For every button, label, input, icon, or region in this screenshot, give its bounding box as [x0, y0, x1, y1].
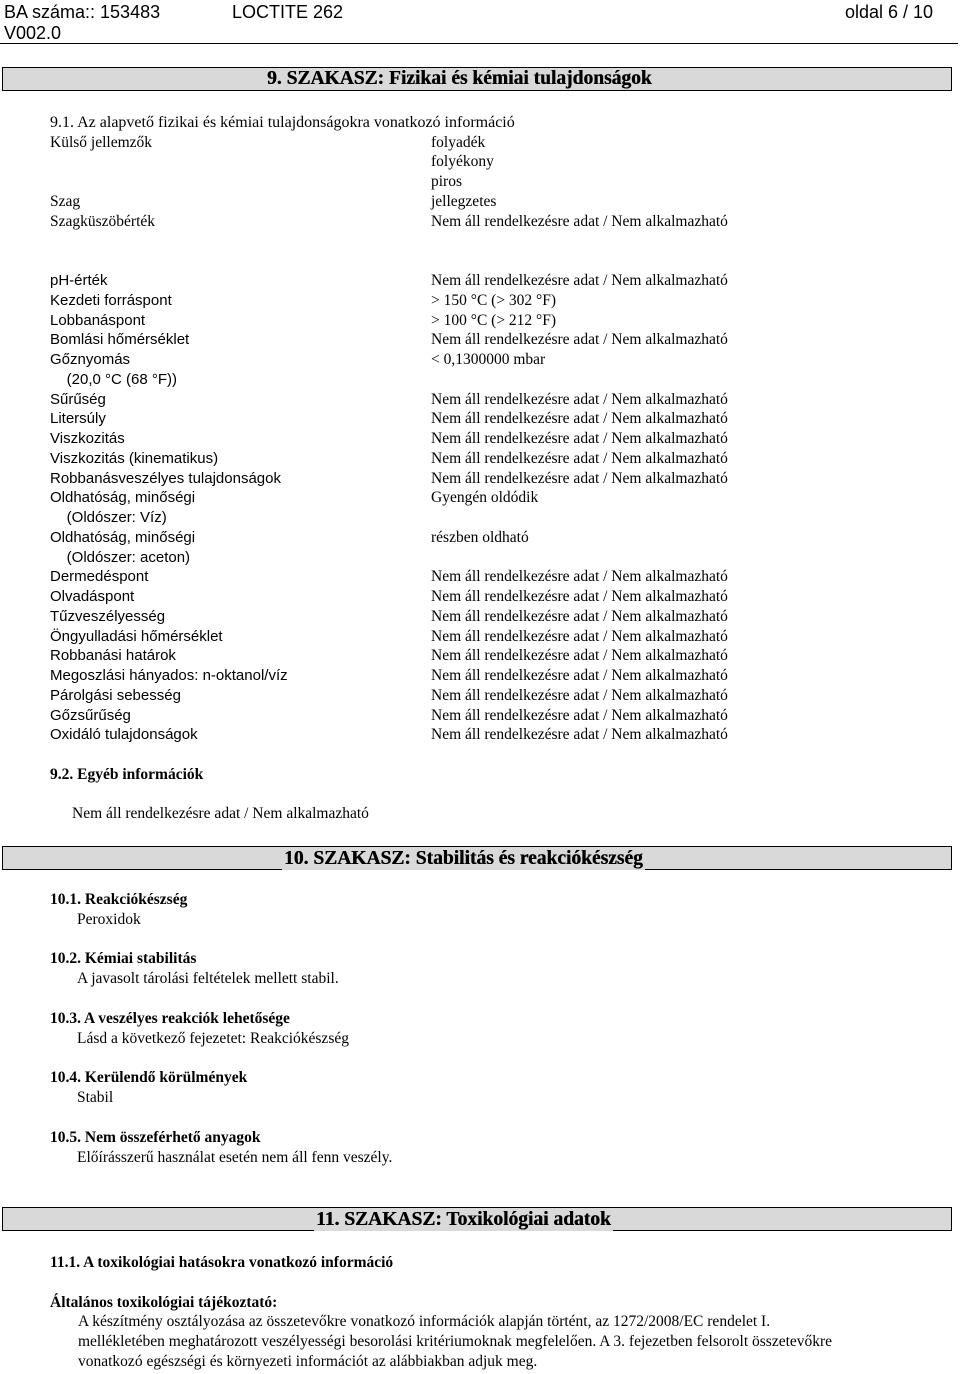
subsection-heading: 10.2. Kémiai stabilitás: [50, 950, 197, 967]
property-row: [50, 489, 930, 509]
property-row: [50, 549, 930, 569]
property-row: [50, 529, 930, 549]
section11-title: 11. SZAKASZ: Toxikológiai adatok: [316, 1209, 611, 1230]
property-row: [50, 726, 930, 746]
property-value: > 100 °C (> 212 °F): [431, 311, 557, 329]
property-label: Oldhatóság, minőségi: [50, 528, 196, 546]
subsection-text: Előírásszerű használat esetén nem áll fenn veszély.: [77, 1149, 393, 1166]
subsection-heading: 10.4. Kerülendő körülmények: [50, 1069, 248, 1086]
property-row: [50, 568, 930, 588]
doc-number: BA száma:: 153483: [4, 2, 161, 22]
property-label: Bomlási hőmérséklet: [50, 331, 190, 349]
property-label: Párolgási sebesség: [50, 686, 181, 704]
property-row: [50, 351, 930, 371]
section10-title: 10. SZAKASZ: Stabilitás és reakciókészség: [284, 848, 643, 869]
subsection-text: Stabil: [77, 1089, 114, 1106]
subsection-text: Peroxidok: [77, 911, 141, 928]
general-tox-line-1: A készítmény osztályozása az összetevőkre vonatkozó információk alapján történt, az 1272/2008/EC rendelet I.: [78, 1313, 771, 1330]
subsection-heading: 10.5. Nem összeférhető anyagok: [50, 1129, 261, 1146]
property-label: Oxidáló tulajdonságok: [50, 726, 198, 744]
property-value: Nem áll rendelkezésre adat / Nem alkalmazható: [431, 410, 728, 428]
property-value: folyékony: [431, 153, 494, 170]
property-value: Gyengén oldódik: [431, 489, 539, 507]
property-row: [50, 707, 930, 727]
section9-1-heading: 9.1. Az alapvető fizikai és kémiai tulajdonságokra vonatkozó információ: [50, 114, 515, 131]
section11-1-heading: 11.1. A toxikológiai hatásokra vonatkozó információ: [50, 1254, 394, 1271]
property-value: Nem áll rendelkezésre adat / Nem alkalmazható: [431, 331, 728, 349]
property-value: Nem áll rendelkezésre adat / Nem alkalmazható: [431, 686, 728, 704]
property-label: pH-érték: [50, 272, 108, 289]
property-value: Nem áll rendelkezésre adat / Nem alkalmazható: [431, 430, 728, 447]
property-row: [50, 667, 930, 687]
property-row: [50, 687, 930, 707]
property-value: folyadék: [431, 134, 486, 151]
property-row: [50, 509, 930, 529]
general-tox-heading: Általános toxikológiai tájékoztató:: [50, 1294, 278, 1311]
property-value: piros: [431, 173, 462, 190]
property-row: [50, 173, 930, 193]
section9-2-text: Nem áll rendelkezésre adat / Nem alkalmazható: [72, 805, 369, 822]
property-value: Nem áll rendelkezésre adat / Nem alkalmazható: [431, 390, 728, 408]
general-tox-line-2: mellékletében meghatározott veszélyességi besorolási kritériumoknak megfelelően. A 3. fejezetben felsorolt összetevőkre: [78, 1333, 833, 1350]
header-divider: [0, 43, 958, 44]
property-value: Nem áll rendelkezésre adat / Nem alkalmazható: [431, 726, 728, 744]
property-label: Tűzveszélyesség: [50, 607, 166, 625]
property-label: (Oldószer: aceton): [50, 548, 191, 566]
property-label: (20,0 °C (68 °F)): [50, 370, 178, 388]
property-row: [50, 213, 930, 233]
property-row: [50, 193, 930, 213]
property-row: [50, 331, 930, 351]
property-label: Szagküszöbérték: [50, 213, 156, 230]
property-row: [50, 371, 930, 391]
property-value: Nem áll rendelkezésre adat / Nem alkalmazható: [431, 706, 728, 724]
property-value: < 0,1300000 mbar: [431, 351, 546, 368]
subsection-text: A javasolt tárolási feltételek mellett stabil.: [77, 970, 339, 987]
property-row: [50, 647, 930, 667]
section9-title: 9. SZAKASZ: Fizikai és kémiai tulajdonságok: [267, 68, 652, 89]
property-label: Litersúly: [50, 410, 106, 428]
property-label: Gőzsűrűség: [50, 706, 131, 724]
property-row: [50, 312, 930, 332]
property-label: Dermedéspont: [50, 568, 149, 586]
property-value: Nem áll rendelkezésre adat / Nem alkalmazható: [431, 272, 728, 289]
property-label: Gőznyomás: [50, 351, 131, 368]
subsection-heading: 10.3. A veszélyes reakciók lehetősége: [50, 1010, 290, 1027]
section9-2-heading: 9.2. Egyéb információk: [50, 766, 204, 783]
property-label: Robbanásveszélyes tulajdonságok: [50, 469, 281, 487]
property-label: (Oldószer: Víz): [50, 509, 167, 526]
property-label: Oldhatóság, minőségi: [50, 489, 196, 507]
property-label: Szag: [50, 193, 81, 210]
property-row: [50, 450, 930, 470]
property-value: Nem áll rendelkezésre adat / Nem alkalmazható: [431, 449, 728, 467]
property-row: [50, 628, 930, 648]
property-row: [50, 134, 930, 154]
property-label: Viszkozitás (kinematikus): [50, 449, 219, 467]
property-row: [50, 292, 930, 312]
property-row: [50, 470, 930, 490]
property-value: Nem áll rendelkezésre adat / Nem alkalmazható: [431, 667, 728, 684]
property-value: Nem áll rendelkezésre adat / Nem alkalmazható: [431, 627, 728, 645]
product-name: LOCTITE 262: [232, 2, 344, 22]
property-row: [50, 153, 930, 173]
property-label: Olvadáspont: [50, 588, 135, 605]
property-row: [50, 410, 930, 430]
property-value: részben oldható: [431, 528, 529, 546]
property-label: Robbanási határok: [50, 647, 176, 665]
version: V002.0: [4, 23, 62, 43]
subsection-heading: 10.1. Reakciókészség: [50, 891, 188, 908]
property-row: [50, 608, 930, 628]
property-value: jellegzetes: [431, 193, 497, 210]
property-value: Nem áll rendelkezésre adat / Nem alkalmazható: [431, 469, 728, 487]
property-label: Öngyulladási hőmérséklet: [50, 627, 223, 645]
property-value: Nem áll rendelkezésre adat / Nem alkalmazható: [431, 647, 728, 665]
property-label: Külső jellemzők: [50, 134, 153, 151]
property-value: Nem áll rendelkezésre adat / Nem alkalmazható: [431, 607, 728, 625]
property-row: [50, 430, 930, 450]
property-row: [50, 272, 930, 292]
general-tox-line-3: vonatkozó egészségi és környezeti információt az alábbiakban adjuk meg.: [78, 1353, 538, 1370]
property-value: Nem áll rendelkezésre adat / Nem alkalmazható: [431, 568, 728, 586]
property-label: Viszkozitás: [50, 430, 125, 447]
property-label: Lobbanáspont: [50, 311, 146, 329]
property-value: Nem áll rendelkezésre adat / Nem alkalmazható: [431, 588, 728, 605]
property-row: [50, 588, 930, 608]
property-label: Sűrűség: [50, 390, 106, 408]
subsection-text: Lásd a következő fejezetet: Reakciókészség: [77, 1030, 349, 1047]
property-value: Nem áll rendelkezésre adat / Nem alkalmazható: [431, 213, 728, 230]
property-row: [50, 391, 930, 411]
property-value: > 150 °C (> 302 °F): [431, 291, 557, 309]
property-label: Megoszlási hányados: n-oktanol/víz: [50, 667, 288, 684]
page-number: oldal 6 / 10: [845, 2, 934, 22]
property-label: Kezdeti forráspont: [50, 291, 172, 309]
